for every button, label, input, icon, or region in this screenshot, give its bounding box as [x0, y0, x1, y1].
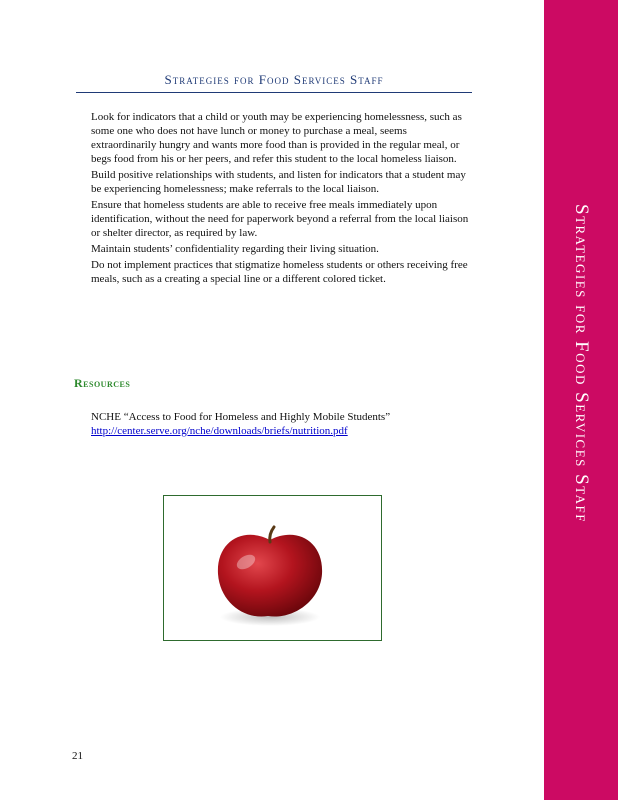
list-item-text: Ensure that homeless students are able to receive free meals immediately upon identification, without the need for paperwork beyond a referral from the local liaison or shelter director, as required by law. — [91, 199, 469, 239]
list-item — [74, 258, 474, 286]
resource-title: NCHE “Access to Food for Homeless and Highly Mobile Students” — [91, 411, 391, 423]
page-number: 21 — [72, 750, 83, 762]
title-rule — [76, 92, 472, 93]
list-item-text: Maintain students’ confidentiality regarding their living situation. — [91, 243, 379, 255]
list-item-text: Look for indicators that a child or youth may be experiencing homelessness, such as some one who does not have lunch or money to purchase a meal, seems extraordinarily hungry and wants more food than is provided in the regular meal, or begs food from his or her peers, and refer this student to the local homeless liaison. — [91, 111, 462, 165]
list-item — [74, 242, 474, 256]
resource-item — [74, 410, 474, 438]
sidebar-title: Strategies for Food Services Staff — [571, 204, 592, 523]
list-item-text: Build positive relationships with students, and listen for indicators that a student may be experiencing homelessness; make referrals to the local liaison. — [91, 169, 466, 195]
list-item — [74, 198, 474, 240]
apple-image — [163, 495, 382, 641]
strategy-list — [74, 110, 474, 288]
resource-link[interactable]: http://center.serve.org/nche/downloads/briefs/nutrition.pdf — [91, 425, 348, 437]
red-apple-icon — [164, 496, 381, 640]
list-item — [74, 168, 474, 196]
page-title: Strategies for Food Services Staff — [164, 72, 384, 87]
list-item — [74, 110, 474, 166]
resources-heading: Resources — [74, 376, 131, 390]
list-item-text: Do not implement practices that stigmatize homeless students or others receiving free meals, such as a creating a special line or a different colored ticket. — [91, 259, 468, 285]
resources-list — [74, 410, 474, 438]
sidebar-band — [544, 0, 618, 800]
